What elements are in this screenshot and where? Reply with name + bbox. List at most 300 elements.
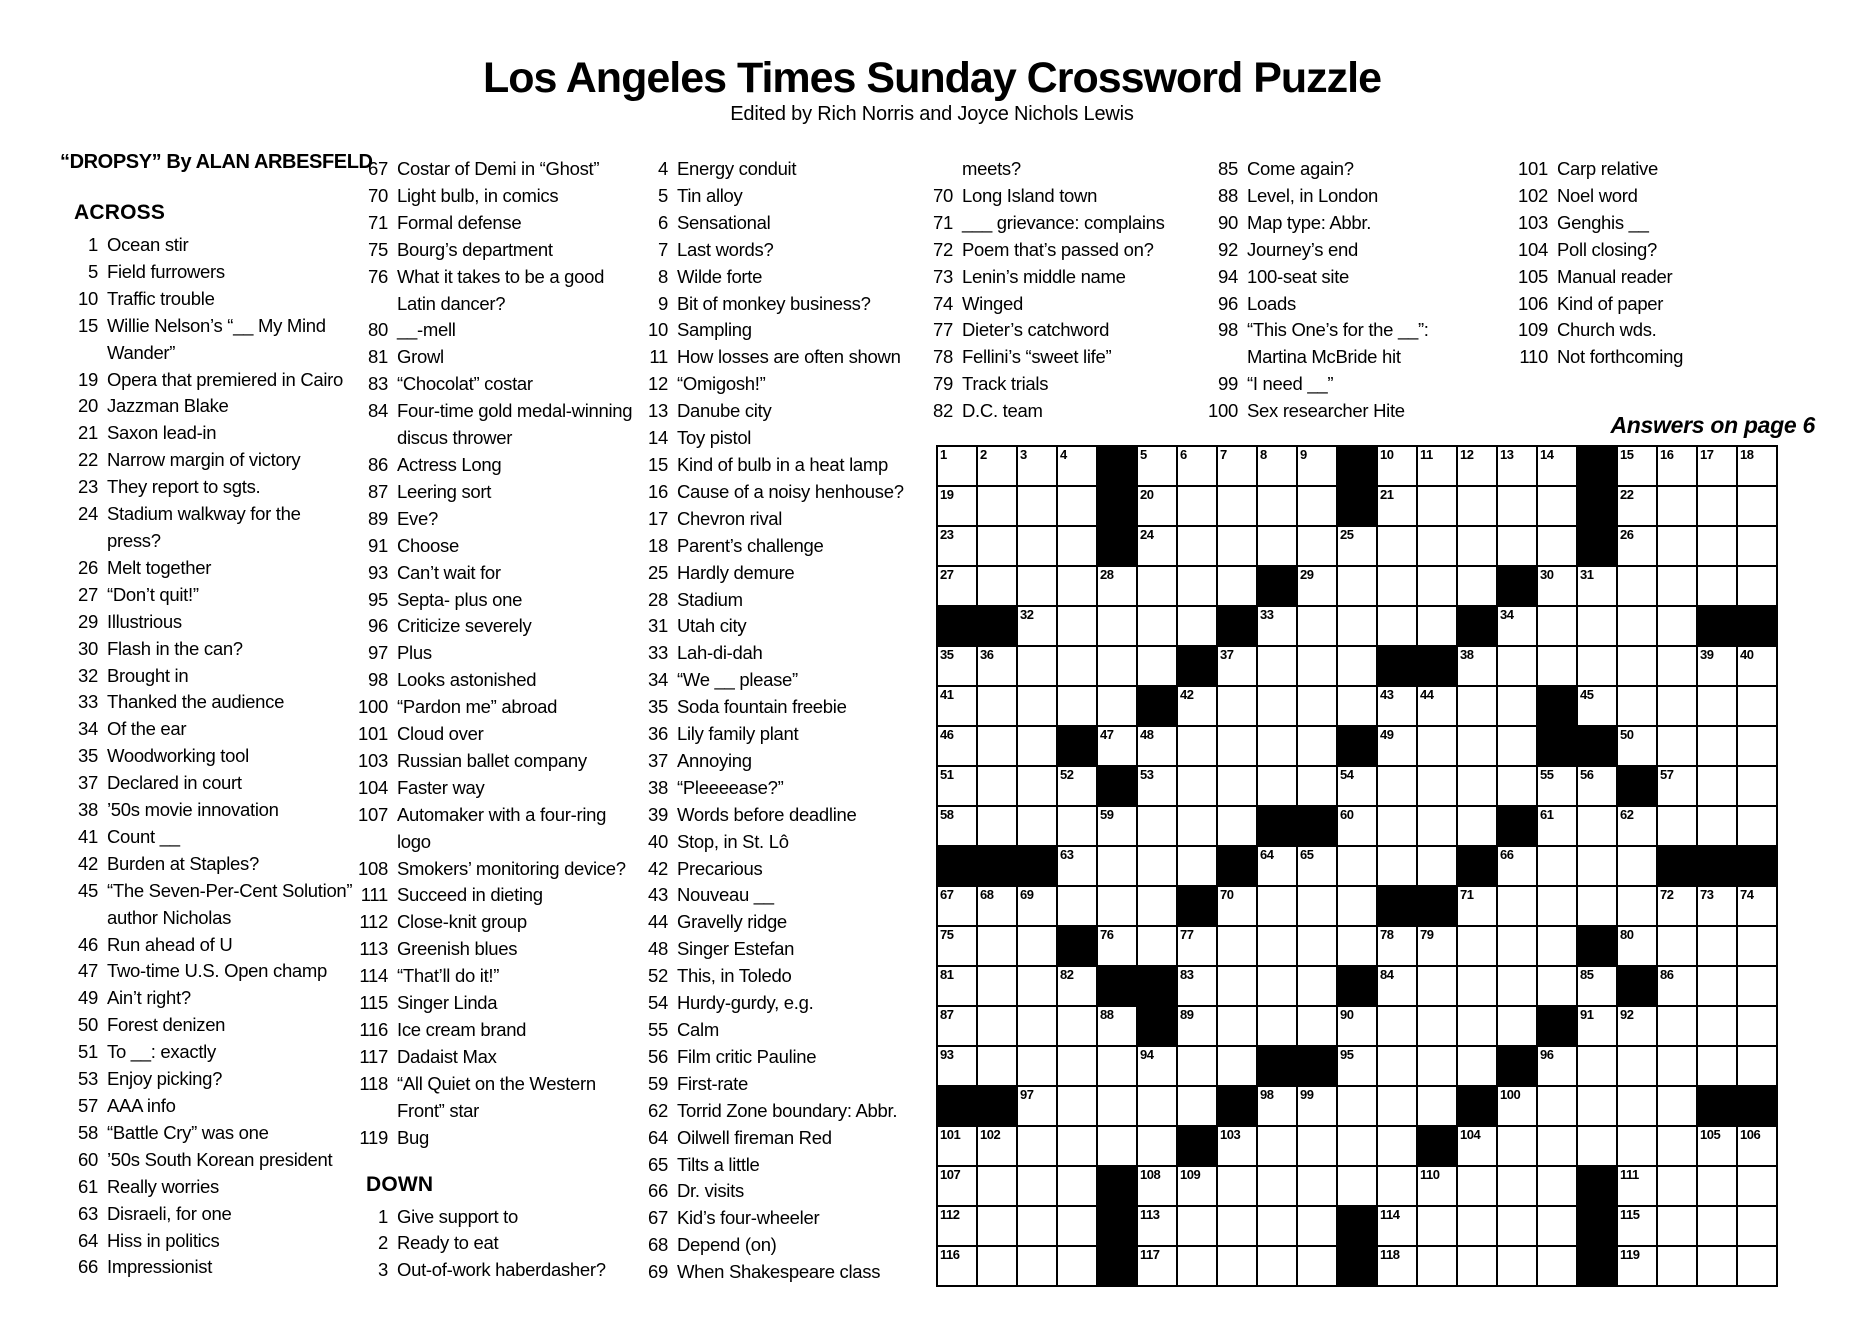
grid-cell [1338,1127,1376,1165]
grid-cell [1498,607,1536,645]
clue [352,936,632,963]
grid-cell [1618,1087,1656,1125]
clue-number: 30 [78,637,98,659]
grid-cell [1138,447,1176,485]
clue-column-6 [1500,156,1683,371]
clue [60,1147,373,1174]
grid-cell [1618,687,1656,725]
clue-number: 90 [1218,211,1238,233]
grid-cell [978,927,1016,965]
clue [620,533,904,560]
clue-number: 101 [1518,158,1548,179]
grid-cell [1218,1207,1256,1245]
grid-cell-number: 99 [1300,1087,1314,1102]
clue [905,210,1165,237]
grid-cell [1538,1087,1576,1125]
grid-cell [1538,847,1576,885]
clue [620,1071,904,1098]
grid-cell [978,527,1016,565]
grid-cell [1098,927,1136,965]
grid-cell [1378,447,1416,485]
clue-number: 66 [78,1256,98,1278]
grid-cell [1178,1247,1216,1285]
grid-cell-black [978,1087,1016,1125]
clue [620,856,904,883]
grid-cell-number: 51 [940,767,954,782]
grid-cell [1418,1007,1456,1045]
grid-cell-black [1458,847,1496,885]
grid-cell [938,487,976,525]
clue [1500,317,1683,344]
clue [1500,210,1683,237]
grid-cell [1258,767,1296,805]
grid-cell [1698,527,1736,565]
grid-cell [1058,1167,1096,1205]
grid-cell-number: 2 [980,447,987,462]
grid-cell [1738,1207,1776,1245]
grid-cell [1658,647,1696,685]
grid-cell [1738,527,1776,565]
grid-cell [1658,807,1696,845]
clue-number: 66 [648,1180,668,1202]
grid-cell-number: 12 [1460,447,1474,462]
clue-number: 100 [358,696,388,718]
grid-cell-number: 11 [1420,447,1433,462]
clue [352,990,632,1017]
grid-cell [1578,807,1616,845]
clue-number: 31 [648,615,668,637]
grid-cell [1298,967,1336,1005]
clue-number: 83 [368,373,388,395]
grid-cell-number: 83 [1180,967,1194,982]
grid-cell [1378,727,1416,765]
grid-cell-number: 10 [1380,447,1394,462]
grid-cell [1138,927,1176,965]
clue [620,560,904,587]
clue [905,291,1165,318]
grid-cell [1298,647,1336,685]
clue-text: Singer Linda [397,992,498,1014]
grid-cell [1618,1007,1656,1045]
grid-cell [1298,927,1336,965]
grid-cell-black [1098,527,1136,565]
clue [352,748,632,775]
grid-cell-number: 64 [1260,847,1274,862]
grid-cell [1338,887,1376,925]
grid-cell [1258,487,1296,525]
grid-cell [1378,847,1416,885]
grid-cell [1058,647,1096,685]
grid-cell [1218,487,1256,525]
clue [352,156,632,183]
clue-continuation [60,340,373,367]
clue [620,1044,904,1071]
clue-number: 23 [78,476,98,498]
grid-cell-black [978,847,1016,885]
clue-number: 95 [368,588,388,610]
clue-number: 11 [649,346,668,368]
grid-cell [938,1007,976,1045]
grid-cell [1258,1167,1296,1205]
clue-number: 43 [648,884,668,906]
grid-cell [1738,727,1776,765]
grid-cell-number: 36 [980,647,994,662]
clue-text: discus thrower [397,427,513,449]
grid-cell [1538,1207,1576,1245]
clue-number: 99 [1218,373,1238,395]
grid-cell-black [1698,607,1736,645]
grid-cell [1698,1047,1736,1085]
grid-cell [938,887,976,925]
clue-text: Hiss in politics [107,1229,220,1251]
clue-number: 98 [1218,319,1238,341]
grid-cell [1458,447,1496,485]
grid-cell [1498,927,1536,965]
grid-cell [1458,687,1496,725]
grid-cell [1658,1007,1696,1045]
grid-cell [1698,927,1736,965]
grid-cell-number: 16 [1660,447,1674,462]
grid-cell-black [1578,487,1616,525]
grid-cell-black [1378,887,1416,925]
page-title: Los Angeles Times Sunday Crossword Puzzle [482,54,1382,102]
grid-cell-number: 113 [1140,1207,1160,1222]
clue-text: Carp relative [1557,158,1658,179]
clue-number: 34 [78,718,98,740]
grid-cell-black [1578,1207,1616,1245]
clue-text: Bit of monkey business? [677,292,871,314]
clue-number: 101 [358,723,388,745]
clue-text: Stadium [677,588,743,610]
grid-cell [1578,767,1616,805]
clue-text: Lenin’s middle name [962,265,1126,287]
grid-cell [978,1127,1016,1165]
clue-text: Costar of Demi in “Ghost” [397,158,600,179]
clue-text: Tilts a little [677,1153,760,1175]
grid-cell [1458,1207,1496,1245]
clue-number: 55 [648,1019,668,1040]
grid-cell [1178,727,1216,765]
grid-cell [1338,527,1376,565]
clue [60,958,373,985]
grid-cell [1418,607,1456,645]
clue [352,694,632,721]
grid-cell [1578,647,1616,685]
clue [60,1120,373,1147]
clue-text: Calm [677,1019,719,1040]
clue-number: 3 [378,1259,388,1281]
grid-cell-number: 40 [1740,647,1754,662]
clue [352,317,632,344]
clue [620,721,904,748]
clue [620,1259,904,1286]
grid-cell [1538,887,1576,925]
clue-text: Come again? [1247,158,1354,179]
grid-cell [1138,607,1176,645]
clue-text: ___ grievance: complains [962,211,1165,233]
grid-cell [1058,967,1096,1005]
grid-cell-number: 116 [940,1247,960,1262]
clue-number: 111 [360,884,388,906]
grid-cell [1018,527,1056,565]
grid-cell [1698,1247,1736,1285]
grid-cell-number: 79 [1420,927,1434,942]
grid-cell [1458,927,1496,965]
clue-text: “This One’s for the __”: [1247,319,1429,341]
grid-cell [1178,567,1216,605]
grid-cell [1618,727,1656,765]
grid-cell [1058,687,1096,725]
grid-cell [1658,487,1696,525]
grid-cell [978,967,1016,1005]
grid-cell [1138,1247,1176,1285]
clue-text: Eve? [397,507,438,529]
grid-cell [1298,567,1336,605]
clue-number: 103 [358,749,388,771]
grid-cell-black [1538,687,1576,725]
clue-text: Front” star [397,1099,480,1121]
grid-cell [1618,807,1656,845]
clue-number: 64 [648,1126,668,1148]
clue-text: Traffic trouble [107,287,215,309]
clue-text: Sex researcher Hite [1247,400,1405,422]
clue-number: 71 [368,211,388,233]
grid-cell [1218,1047,1256,1085]
grid-cell-number: 93 [940,1047,954,1062]
grid-cell [1418,847,1456,885]
clue [352,237,632,264]
clue-number: 112 [359,911,388,933]
grid-cell [1258,1127,1296,1165]
clue-text: Russian ballet company [397,749,587,771]
grid-cell-number: 71 [1460,887,1474,902]
grid-cell-black [1378,647,1416,685]
grid-cell [1378,767,1416,805]
clue [60,582,373,609]
grid-cell [1498,887,1536,925]
clue [620,1178,904,1205]
clue-number: 67 [648,1207,668,1229]
clue-number: 110 [1519,346,1548,368]
clue [60,689,373,716]
grid-cell [1498,1207,1536,1245]
clue-number: 75 [368,238,388,260]
clue-number: 114 [359,965,388,987]
grid-cell-number: 110 [1420,1167,1440,1182]
grid-cell-black [938,607,976,645]
clue-text: Martina McBride hit [1247,346,1401,368]
grid-cell [1298,1087,1336,1125]
grid-cell [1578,607,1616,645]
grid-cell [1618,647,1656,685]
grid-cell-number: 70 [1220,887,1234,902]
clue-number: 41 [78,825,98,847]
clue [620,183,904,210]
grid-cell [978,447,1016,485]
grid-cell-number: 97 [1020,1087,1034,1102]
clue-number: 70 [933,184,953,206]
grid-cell [1698,567,1736,605]
grid-cell [1538,1167,1576,1205]
clue-number: 68 [648,1234,668,1256]
grid-cell [1498,967,1536,1005]
clue-text: Illustrious [107,610,182,632]
grid-cell-number: 49 [1380,727,1394,742]
clue [620,694,904,721]
grid-cell [1298,1207,1336,1245]
grid-cell-number: 28 [1100,567,1114,582]
grid-cell-number: 69 [1020,887,1034,902]
clue-number: 77 [933,319,953,341]
grid-cell [978,767,1016,805]
grid-cell-number: 9 [1300,447,1307,462]
clue-text: “Omigosh!” [677,373,766,395]
clue-number: 24 [78,503,98,525]
clue-continuation [352,1098,632,1125]
grid-cell-black [1738,607,1776,645]
clue-number [352,1098,397,1125]
grid-cell [1378,927,1416,965]
grid-cell [1338,647,1376,685]
clue [905,344,1165,371]
grid-cell-black [1138,1007,1176,1045]
grid-cell-black [1578,447,1616,485]
clue-continuation [60,528,373,555]
grid-cell [1258,1087,1296,1125]
clue [620,317,904,344]
grid-cell-number: 59 [1100,807,1114,822]
clue [352,613,632,640]
clue-number: 10 [648,319,668,341]
grid-cell [1138,1127,1176,1165]
clue [620,237,904,264]
clue-text: Oilwell fireman Red [677,1126,832,1148]
grid-cell [1578,687,1616,725]
clue-number: 79 [933,373,953,395]
clue-text: “Don’t quit!” [107,583,199,605]
grid-cell-black [1658,847,1696,885]
clue-text: Ice cream brand [397,1019,527,1040]
grid-cell [1498,847,1536,885]
grid-cell-number: 103 [1220,1127,1241,1142]
grid-cell [1058,807,1096,845]
grid-cell [1298,847,1336,885]
grid-cell [1418,727,1456,765]
grid-cell [1018,1007,1056,1045]
clue-text: Track trials [962,373,1049,395]
grid-cell-number: 67 [940,887,954,902]
clue [60,1228,373,1255]
clue [1500,291,1683,318]
grid-cell [938,1247,976,1285]
grid-cell [938,647,976,685]
clue-number: 45 [78,879,98,901]
clue [60,1012,373,1039]
clue-text: Automaker with a four-ring [397,803,607,825]
grid-cell [1018,1207,1056,1245]
clue-number: 52 [648,965,668,987]
grid-cell [1418,567,1456,605]
grid-cell [1378,1247,1416,1285]
clue [352,640,632,667]
clue-text: Close-knit group [397,911,527,933]
clue-text: Leering sort [397,480,492,502]
grid-cell-number: 55 [1540,767,1554,782]
grid-cell-number: 45 [1580,687,1594,702]
answers-note: Answers on page 6 [1610,412,1815,438]
clue [352,667,632,694]
grid-cell [1578,967,1616,1005]
grid-cell-black [1018,847,1056,885]
clue [620,909,904,936]
grid-cell [1218,1127,1256,1165]
clue-text: “All Quiet on the Western [397,1072,596,1094]
grid-cell [1018,567,1056,605]
grid-cell [1018,647,1056,685]
clue-number: 5 [88,260,98,282]
clue-number [352,829,397,856]
grid-cell [1018,727,1056,765]
clue-number: 63 [78,1202,98,1224]
clue [352,344,632,371]
grid-cell [1738,967,1776,1005]
clue-number: 35 [648,696,668,718]
grid-cell [938,447,976,485]
grid-cell-black [1058,727,1096,765]
clue-number: 6 [658,211,668,233]
grid-cell [978,1007,1016,1045]
clue-number: 64 [78,1229,98,1251]
clue [60,743,373,770]
clue-text: Burden at Staples? [107,852,259,874]
grid-cell [1658,447,1696,485]
clue-number: 62 [648,1099,668,1121]
grid-cell [1498,767,1536,805]
clue-text: Two-time U.S. Open champ [107,960,328,982]
clue-number: 87 [368,480,388,502]
grid-cell [978,687,1016,725]
clue-number: 100 [1208,400,1238,422]
grid-cell-number: 111 [1620,1167,1639,1182]
clue-text: Wilde forte [677,265,763,287]
clue-text: Depend (on) [677,1234,777,1256]
grid-cell-number: 102 [980,1127,1001,1142]
clue-continuation [352,425,632,452]
clue [620,1232,904,1259]
grid-cell-number: 1 [940,447,947,462]
grid-cell-number: 56 [1580,767,1594,782]
grid-cell-number: 117 [1140,1247,1160,1262]
clue [60,1093,373,1120]
grid-cell [938,687,976,725]
clue-text: Ready to eat [397,1232,499,1254]
clue-text: To __: exactly [107,1041,216,1063]
clue-number: 56 [648,1045,668,1067]
grid-cell-number: 74 [1740,887,1754,902]
clue-text: Dieter’s catchword [962,319,1110,341]
clue-text: Four-time gold medal-winning [397,400,633,422]
grid-cell [938,967,976,1005]
clue [620,344,904,371]
grid-cell-black [1498,1047,1536,1085]
grid-cell [1498,527,1536,565]
grid-cell [1738,447,1776,485]
grid-cell [1418,967,1456,1005]
grid-cell [978,887,1016,925]
grid-cell-number: 60 [1340,807,1354,822]
clue-text: What it takes to be a good [397,265,605,287]
grid-cell-black [1578,927,1616,965]
